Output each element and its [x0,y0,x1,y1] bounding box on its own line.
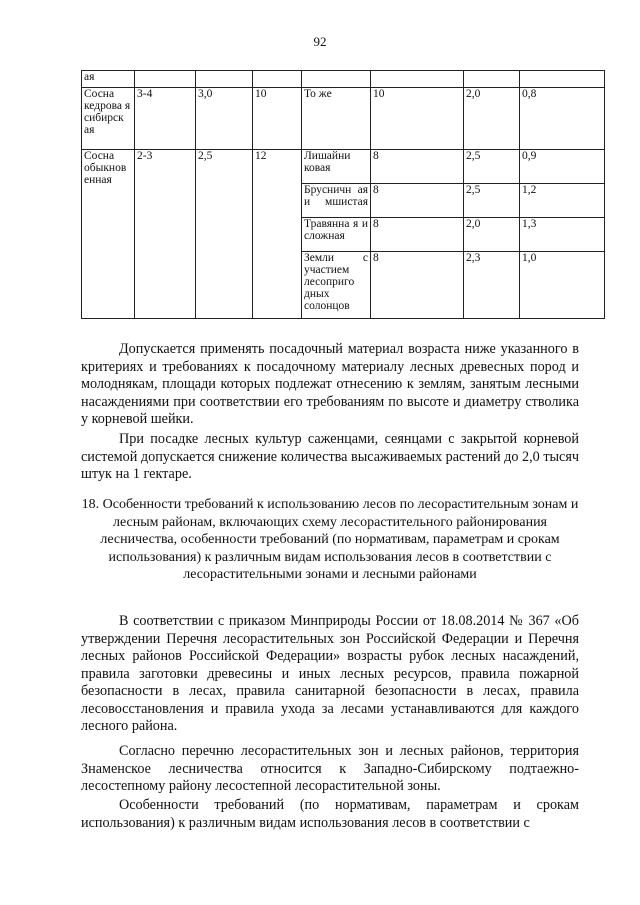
forest-type-cell [302,252,371,319]
table-cell: 3,0 [196,88,253,150]
table-row [82,88,605,150]
forest-type-label: Лишайни ковая [304,150,351,174]
species-cell: Сосна обыкнов енная [82,150,135,319]
page-number: 92 [313,34,327,49]
table-cell [253,71,302,88]
table-cell: 8 [371,218,464,252]
table-cell: 2,5 [196,150,253,319]
table-cell [520,71,605,88]
table-cell: 12 [253,150,302,319]
paragraph-text: При посадке лесных культур саженцами, сеянцами с закрытой корневой системой допускается снижение количества высаживаемых растений до 2,0 тысяч штук на 1 гектаре. [81,431,580,482]
table-cell [464,71,520,88]
table-cell: 0,9 [520,150,605,184]
table-row [82,150,605,184]
table-cell [135,71,196,88]
table-cell: 8 [371,150,464,184]
table-cell: 1,2 [520,184,605,218]
forest-type-cell [302,184,371,218]
species-cell: Сосна кедрова я сибирск ая [82,88,135,150]
table-cell: 10 [371,88,464,150]
table-cell: 8 [371,184,464,218]
table-cell: 8 [371,252,464,319]
forest-type-label: Земли с участием лесоприго дных солонцов [304,252,368,312]
paragraph-requirements [81,797,579,832]
table-cell [371,71,464,88]
forest-table [81,70,605,319]
table-cell: 1,3 [520,218,605,252]
table-cell: 10 [253,88,302,150]
table-cell: 2,0 [464,218,520,252]
species-cell: ая [82,71,135,88]
table-cell: 2,0 [464,88,520,150]
paragraph-seedlings [81,431,579,484]
paragraph-planting-material [81,341,579,429]
forest-type-cell: То же [302,88,371,150]
table-cell: 0,8 [520,88,605,150]
paragraph-text: Особенности требований (по нормативам, параметрам и срокам использования) к различным видам использования лесов в соответствии с [81,797,579,831]
table-cell: 2-3 [135,150,196,319]
table-row [82,71,605,88]
table-cell: 2,5 [464,184,520,218]
table-cell: 2,3 [464,252,520,319]
table-cell [196,71,253,88]
paragraph-order [81,613,579,736]
forest-type-label: Брусничн ая и мшистая [304,184,368,208]
paragraph-text: Допускается применять посадочный материал возраста ниже указанного в критериях и требованиях к посадочному материалу лесных древесных пород и молоднякам, площади которых подлежат отнесению к землям, занятым лесными насаждениями при соответствии его требованиям по высоте и диаметру стволика у корневой шейки. [81,341,579,427]
table-cell: 3-4 [135,88,196,150]
table-cell: 2,5 [464,150,520,184]
paragraph-text: Согласно перечню лесорастительных зон и лесных районов, территория Знаменское лесничества относится к Западно-Сибирскому подтаежно-лесостепному району лесостепной лесорастительной зоны. [81,743,579,794]
table-cell: 1,0 [520,252,605,319]
section-heading: 18. Особенности требований к использованию лесов по лесорастительным зонам и лесным районам, включающих схему лесорастительного районирования лесничества, особенности требований (по нормативам, параметрам и срокам использования) к различным видам использования лесов в соответствии с лесорастительными зонами и лесными районами [81,497,579,582]
paragraph-text: В соответствии с приказом Минприроды России от 18.08.2014 № 367 «Об утверждении Перечня лесорастительных зон Российской Федерации и Перечня лесных районов Российской Федерации» возрасты рубок лесных насаждений, правила заготовки древесины и иных лесных ресурсов, правила пожарной безопасности в лесах, правила санитарной безопасности в лесах, правила лесовосстановления и правила ухода за лесами устанавливаются для каждого лесного района. [81,613,579,734]
forest-type-cell [302,218,371,252]
paragraph-zones [81,743,579,796]
forest-type-cell [302,71,371,88]
forest-type-label: Травянна я и сложная [304,218,368,242]
forest-type-cell [302,150,371,184]
